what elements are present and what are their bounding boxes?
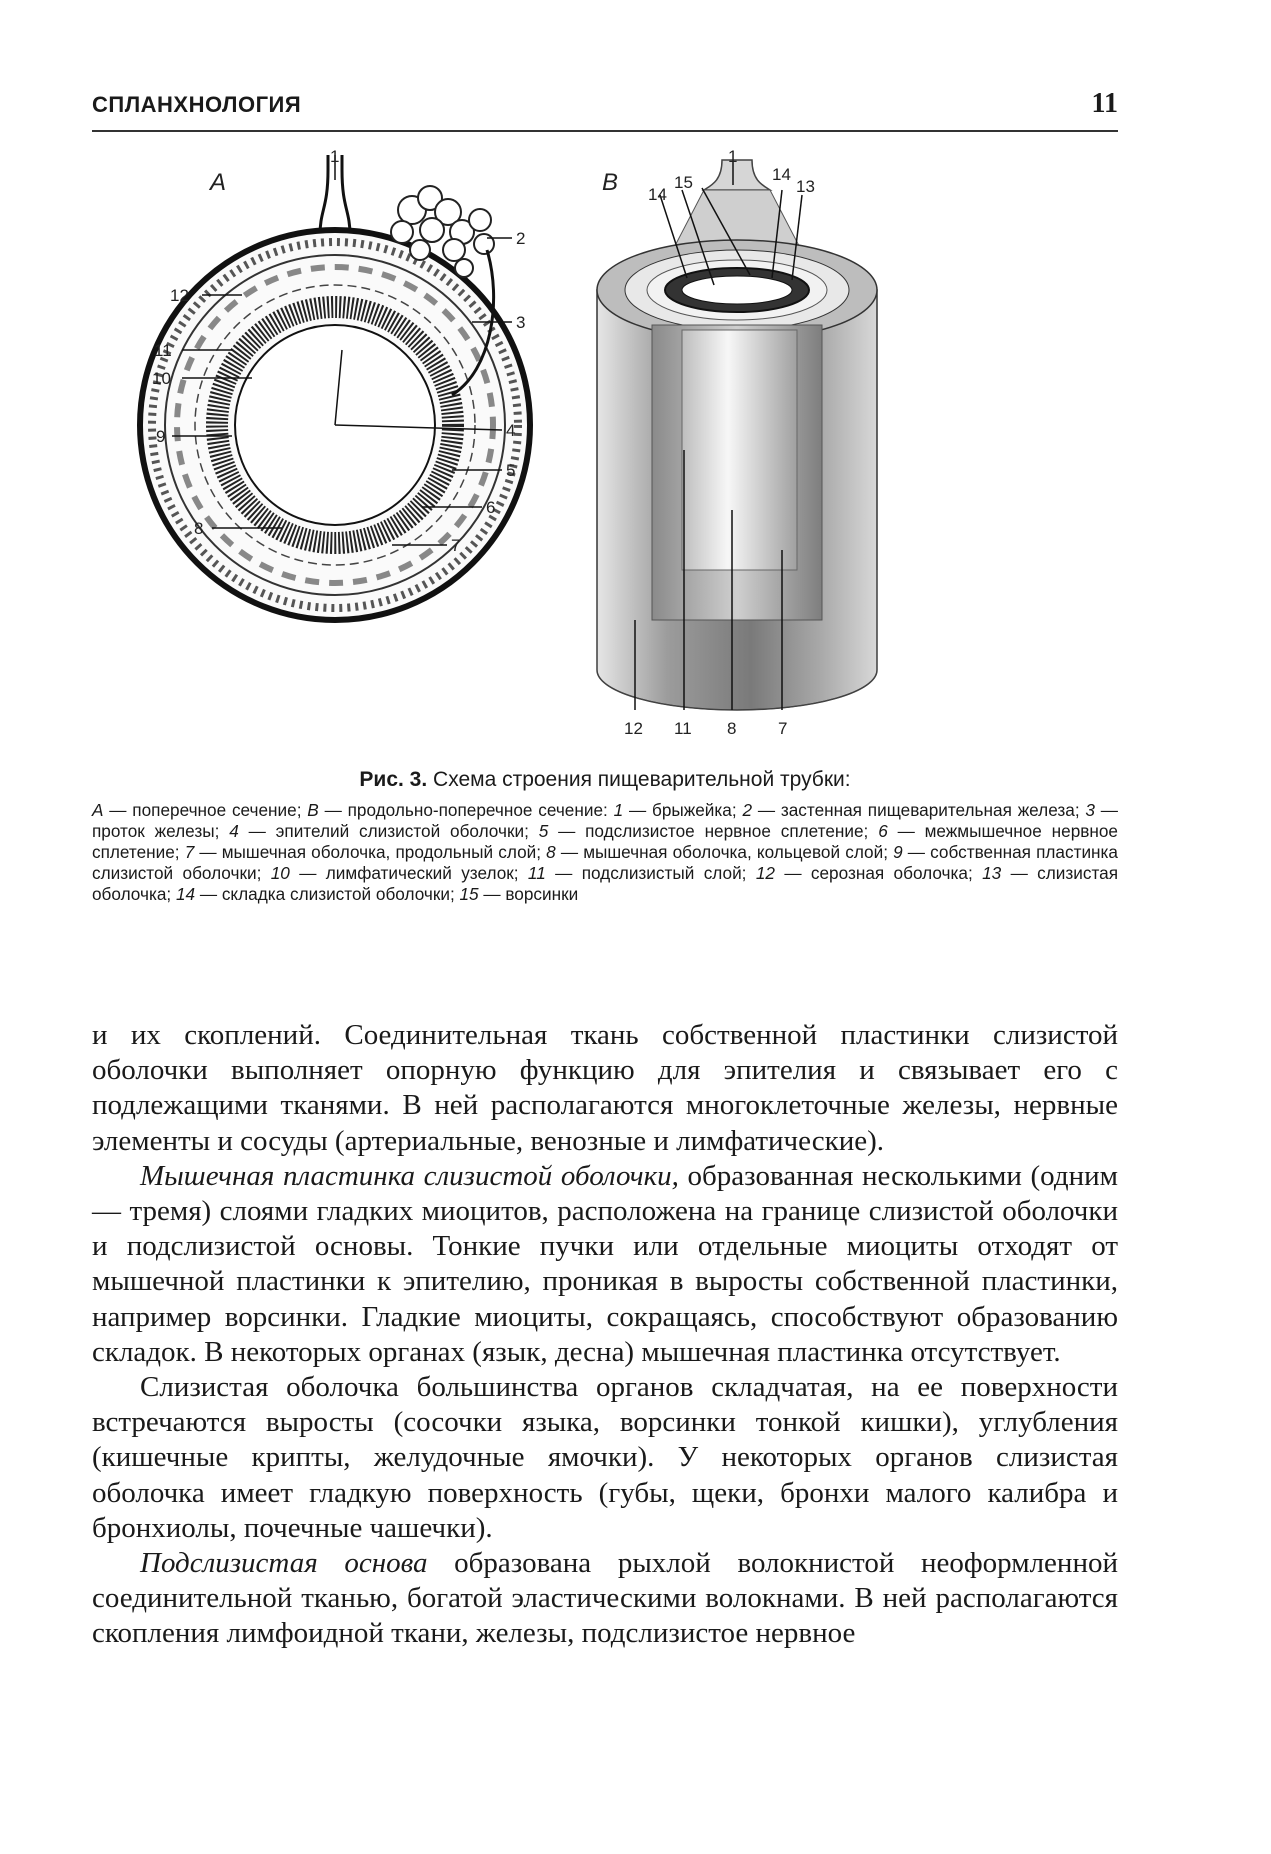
legend-run: 10 — [270, 863, 290, 883]
legend-run: 1 — [613, 800, 624, 820]
label-b-13: 13 — [796, 177, 815, 196]
legend-run: 7 — [184, 842, 195, 862]
legend-run: 13 — [982, 863, 1002, 883]
legend-run: B — [307, 800, 319, 820]
header-rule — [92, 130, 1118, 132]
figure-number: Рис. 3. — [359, 768, 428, 791]
label-a-6: 6 — [486, 498, 496, 517]
legend-run: — эпителий слизистой оболочки; — [238, 821, 539, 841]
label-a-4: 4 — [506, 421, 516, 440]
legend-run: 8 — [546, 842, 556, 862]
legend-run: 12 — [755, 863, 775, 883]
legend-run: — застенная пищеварительная железа; — [752, 800, 1086, 820]
panel-a-drawing — [140, 150, 530, 620]
figure-caption-title — [92, 768, 1118, 792]
legend-run: — серозная оболочка; — [774, 863, 983, 883]
legend-run: — брыжейка; — [623, 800, 743, 820]
label-a-2: 2 — [516, 229, 526, 248]
body-text — [92, 1018, 1118, 1652]
term-emphasis: Подслизистая основа — [140, 1547, 428, 1580]
legend-run: 9 — [893, 842, 903, 862]
label-b-12: 12 — [624, 719, 643, 738]
label-a-11: 11 — [154, 341, 172, 360]
legend-run: — проток железы; — [92, 800, 1118, 841]
legend-run: A — [92, 800, 104, 820]
figure-drawing — [92, 150, 1118, 760]
legend-run: — собственная пластинка слизистой оболочки; — [92, 842, 1118, 883]
label-b-14-right: 14 — [772, 165, 791, 184]
figure-digestive-tube — [92, 150, 1118, 760]
label-a-9: 9 — [156, 427, 166, 446]
legend-run: — мышечная оболочка, продольный слой; — [194, 842, 547, 862]
label-a-8: 8 — [194, 519, 204, 538]
panel-a-letter: A — [210, 169, 227, 196]
label-b-15: 15 — [674, 173, 693, 192]
label-a-10: 10 — [152, 369, 171, 388]
legend-run: 3 — [1085, 800, 1095, 820]
paragraph — [92, 1159, 1118, 1370]
figure-legend — [92, 800, 1118, 905]
paragraph-text: образованная несколькими (одним — тремя) слоями гладких миоцитов, расположена на границе слизистой оболочки и подслизистой основы. Тонкие пучки или отдельные миоциты отходят от мышечной пластинки к эпителию, проникая в выросты собственной пластинки, например ворсинки. Гладкие миоциты, сокращаясь, способствуют образованию складок. В некоторых органах (язык, десна) мышечная пластинка отсутствует. — [92, 1159, 1118, 1368]
legend-run: — лимфатический узелок; — [289, 863, 528, 883]
paragraph-text: образована рыхлой волокнистой неоформленной соединительной тканью, богатой эластическими волокнами. В ней располагаются скопления лимфоидной ткани, железы, подслизистое нервное — [92, 1547, 1118, 1650]
legend-run: — мышечная оболочка, кольцевой слой; — [555, 842, 894, 862]
legend-run: 2 — [742, 800, 753, 820]
panel-b-letter: B — [602, 169, 619, 196]
legend-run: 11 — [527, 863, 546, 883]
legend-run: — складка слизистой оболочки; — [195, 884, 460, 904]
label-b-11: 11 — [674, 719, 692, 738]
paragraph-text: Слизистая оболочка большинства органов складчатая, на ее поверхности встречаются выросты (сосочки языка, ворсинки тонкой кишки), углубления (кишечные крипты, желудочные ямочки). У некоторых органов слизистая оболочка имеет гладкую поверхность (губы, щеки, бронхи малого калибра и бронхиолы, почечные чашечки). — [92, 1371, 1118, 1544]
label-b-14-left: 14 — [648, 185, 667, 204]
paragraph-text: и их скоплений. Соединительная ткань собственной пластинки слизистой оболочки выполняет опорную функцию для эпителия и связывает его с подлежащими тканями. В ней располагаются многоклеточные железы, нервные элементы и сосуды (артериальные, венозные и лимфатические). — [92, 1019, 1118, 1157]
figure-title: Схема строения пищеварительной трубки: — [427, 768, 851, 791]
paragraph — [92, 1370, 1118, 1546]
label-a-3: 3 — [516, 313, 526, 332]
term-emphasis: Мышечная пластинка слизистой оболочки, — [140, 1159, 679, 1192]
label-a-12: 12 — [170, 286, 189, 305]
legend-run: — ворсинки — [478, 884, 579, 904]
label-b-7: 7 — [778, 719, 788, 738]
legend-run: — продольно-поперечное сечение: — [318, 800, 614, 820]
label-a-1: 1 — [330, 150, 340, 166]
legend-run: 4 — [229, 821, 239, 841]
page-header — [92, 88, 1118, 126]
section-title: СПЛАНХНОЛОГИЯ — [92, 92, 302, 117]
legend-run: 5 — [538, 821, 549, 841]
label-b-1: 1 — [728, 150, 738, 166]
paragraph — [92, 1546, 1118, 1652]
label-a-5: 5 — [506, 461, 516, 480]
legend-run: — слизистая оболочка; — [92, 863, 1119, 904]
legend-run: 15 — [459, 884, 479, 904]
page-number: 11 — [1091, 88, 1118, 119]
label-a-7: 7 — [451, 536, 461, 555]
panel-b-drawing — [597, 150, 877, 738]
legend-run: — подслизистое нервное сплетение; — [548, 821, 879, 841]
paragraph — [92, 1018, 1118, 1159]
label-b-8: 8 — [727, 719, 737, 738]
legend-run: — подслизистый слой; — [545, 863, 756, 883]
legend-run: 6 — [878, 821, 888, 841]
legend-run: — поперечное сечение; — [103, 800, 308, 820]
legend-run: — межмышечное нервное сплетение; — [92, 821, 1118, 862]
legend-run: 14 — [175, 884, 196, 904]
